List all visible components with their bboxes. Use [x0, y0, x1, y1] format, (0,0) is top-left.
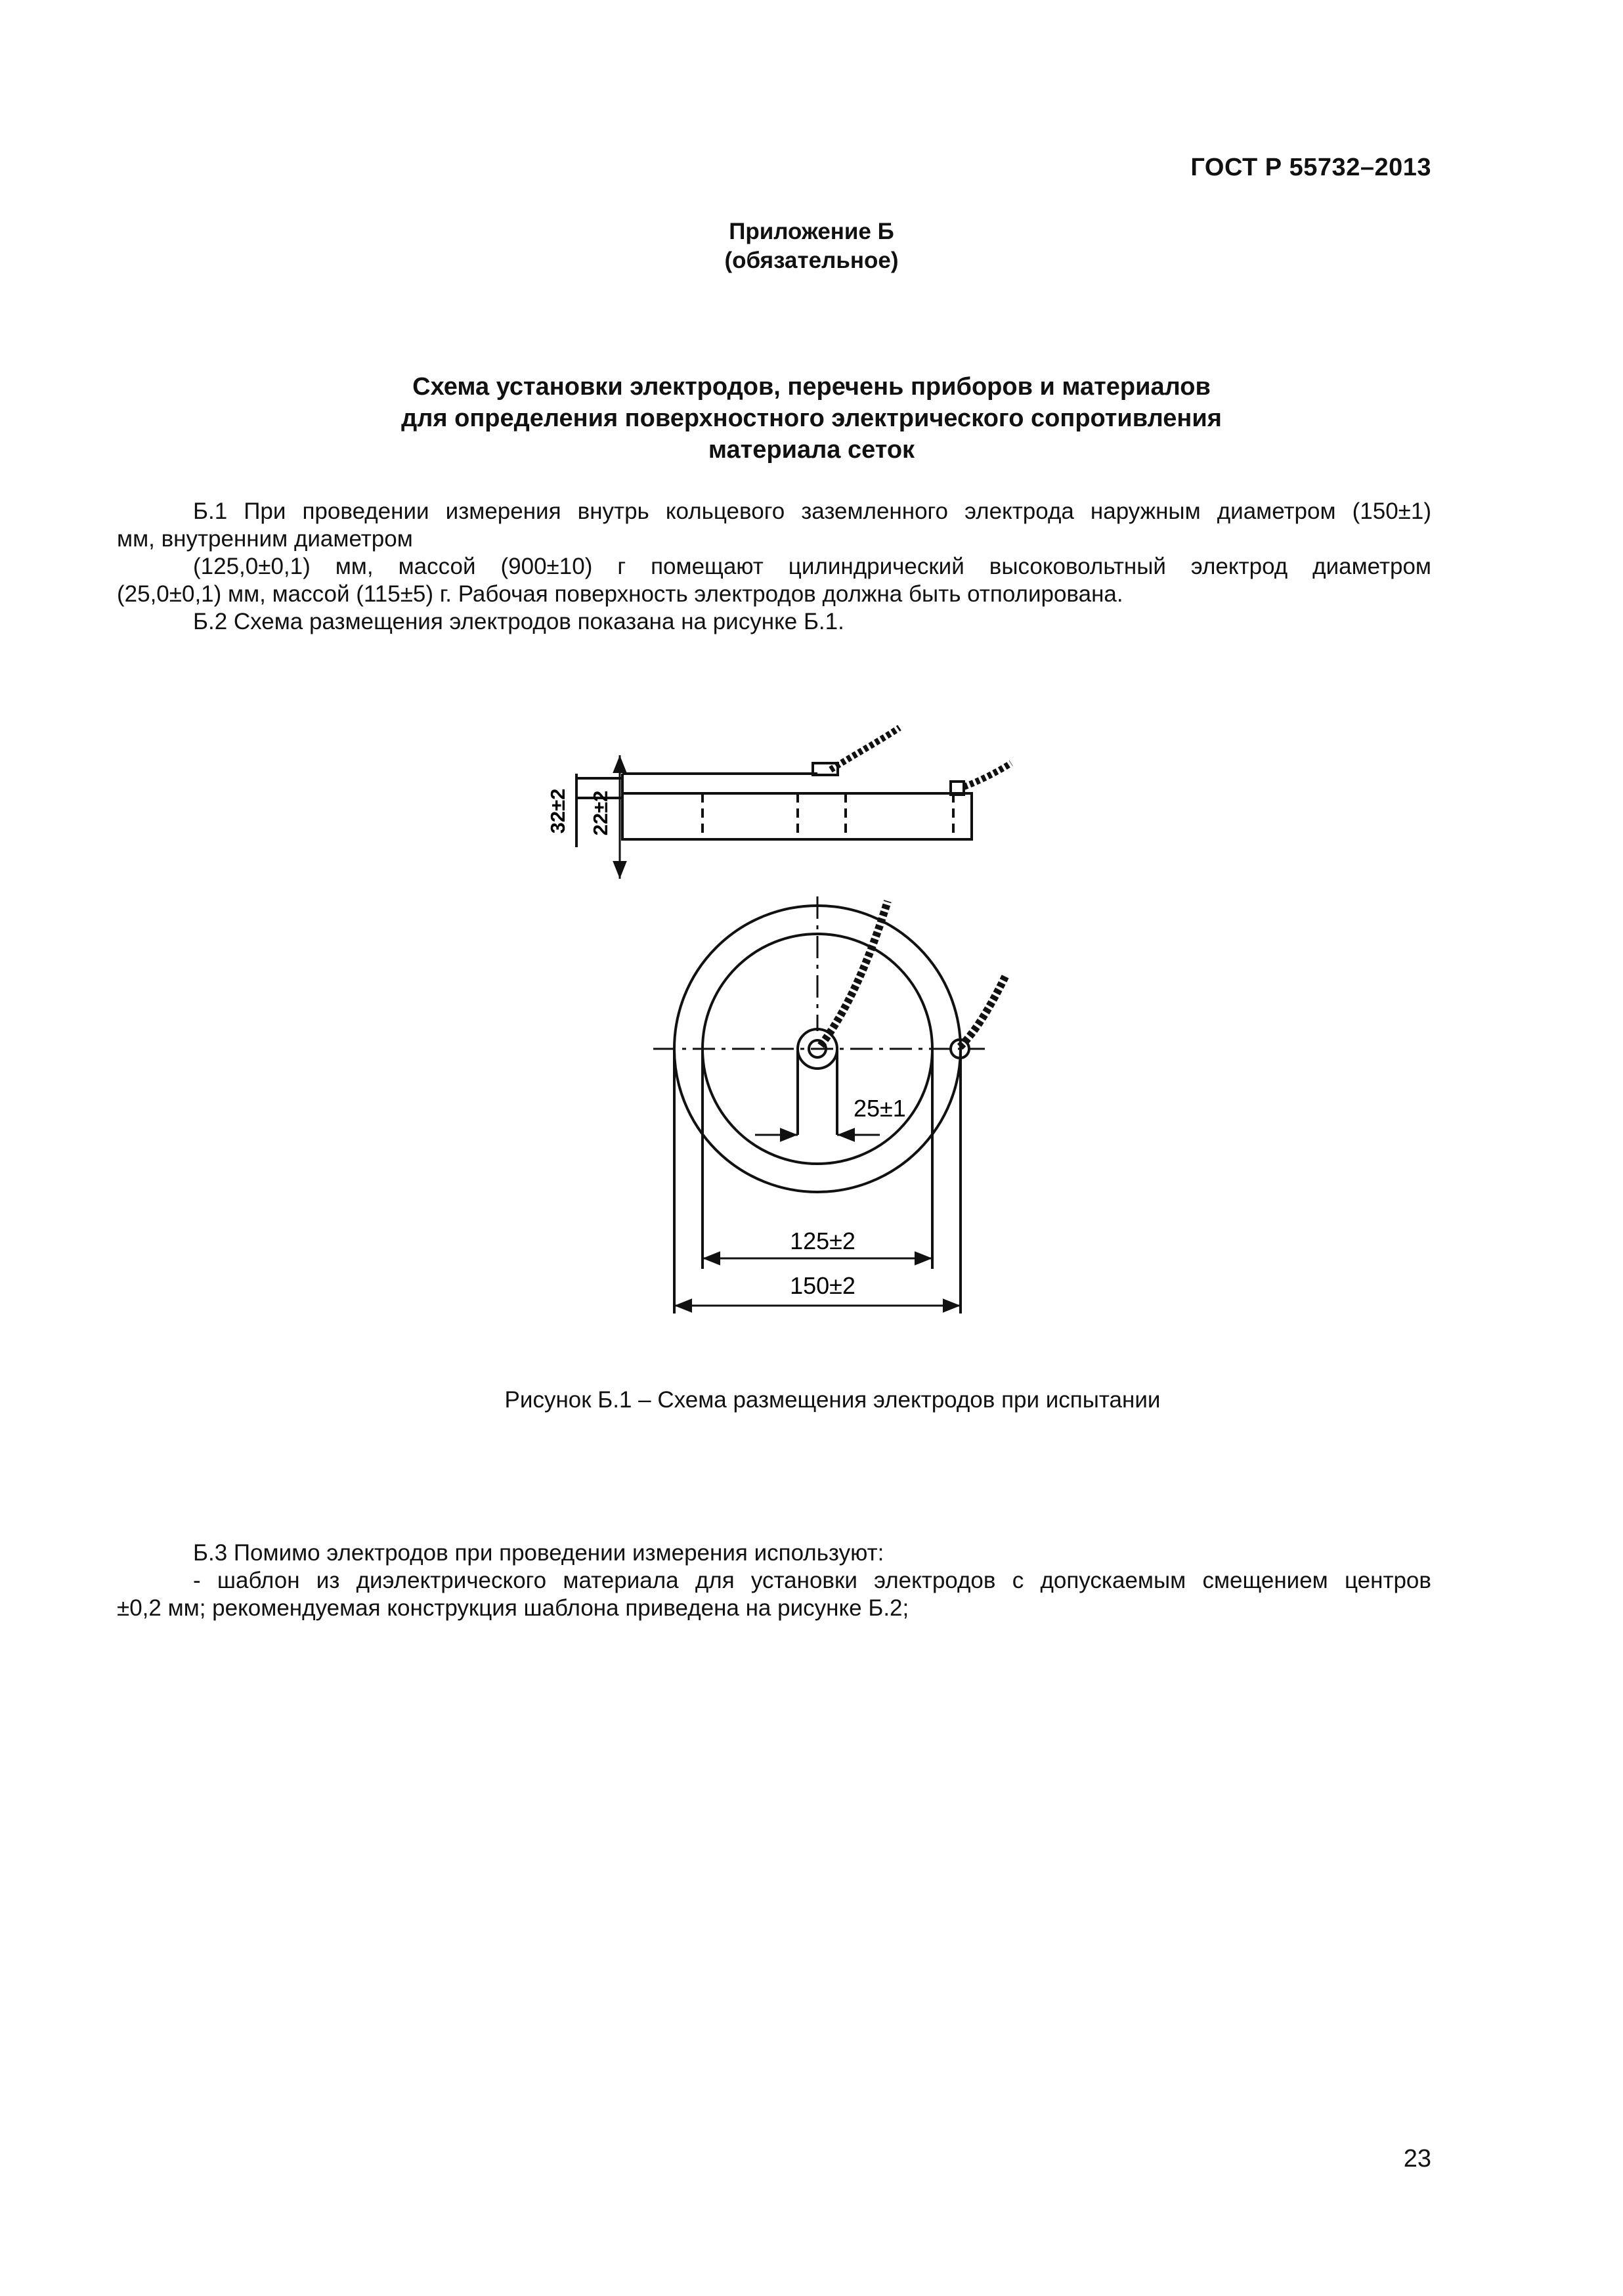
top-view-cables	[821, 901, 1006, 1047]
dim-height-ring: 22±2	[589, 790, 612, 836]
dim-center-electrode: 25±1	[854, 1095, 906, 1122]
appendix-status: (обязательное)	[724, 248, 899, 273]
figure-caption: Рисунок Б.1 – Схема размещения электродов при испытании	[504, 1387, 1161, 1413]
appendix-name: Приложение Б	[729, 219, 894, 244]
appendix-title-line3: материала сеток	[708, 436, 915, 464]
paragraph-b1-line1: Б.1 При проведении измерения внутрь кольцевого заземленного электрода наружным диаметром (150±1)	[193, 498, 1431, 524]
list-item-template-line1: - шаблон из диэлектрического материала для установки электродов с допускаемым смещением центров	[193, 1568, 1431, 1593]
list-item-template-line2: ±0,2 мм; рекомендуемая конструкция шаблона приведена на рисунке Б.2;	[117, 1595, 909, 1621]
paragraph-b1-line3: (125,0±0,1) мм, массой (900±10) г помещают цилиндрический высоковольтный электрод диаметром	[193, 554, 1431, 579]
appendix-title-line2: для определения поверхностного электрического сопротивления	[401, 405, 1222, 432]
section-b3	[117, 1539, 1431, 1622]
paragraph-b1-line4: (25,0±0,1) мм, массой (115±5) г. Рабочая поверхность электродов должна быть отполирована.	[117, 581, 1123, 607]
page-number: 23	[1403, 2145, 1431, 2173]
dim-inner-diameter: 125±2	[790, 1227, 855, 1254]
side-view-cables	[831, 728, 1011, 787]
dim-height-total: 32±2	[546, 788, 569, 834]
side-view	[576, 755, 972, 879]
paragraph-b2: Б.2 Схема размещения электродов показана на рисунке Б.1.	[193, 609, 844, 634]
appendix-title-line1: Схема установки электродов, перечень приборов и материалов	[412, 373, 1211, 401]
paragraph-b3: Б.3 Помимо электродов при проведении измерения используют:	[193, 1540, 884, 1566]
standard-number: ГОСТ Р 55732–2013	[1190, 154, 1431, 181]
dim-outer-diameter: 150±2	[790, 1272, 855, 1299]
paragraph-b1-line2: мм, внутренним диаметром	[117, 526, 413, 552]
